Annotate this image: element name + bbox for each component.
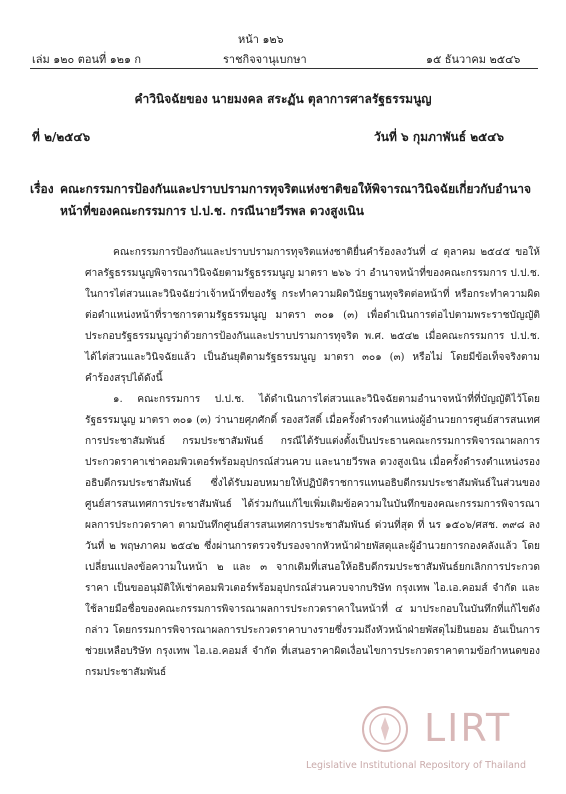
watermark-subtitle: Legislative Institutional Repository of Thailand <box>306 760 526 771</box>
page-number: หน้า ๑๒๖ <box>238 33 284 46</box>
gazette-name: ราชกิจจานุเบกษา <box>223 53 307 66</box>
subject-line-2: หน้าที่ของคณะกรรมการ ป.ป.ช. กรณีนายวีรพล ดวงสูงเนิน <box>60 204 364 218</box>
subject-block <box>30 178 540 222</box>
gazette-volume: เล่ม ๑๒๐ ตอนที่ ๑๒๑ ก <box>32 53 142 66</box>
paragraph: คณะกรรมการป้องกันและปราบปรามการทุจริตแห่งชาติยื่นคำร้องลงวันที่ ๔ ตุลาคม ๒๕๔๕ ขอให้ศาลรัฐธรรมนูญพิจารณาวินิจฉัยตามรัฐธรรมนูญ มาตรา ๒๖๖ ว่า อำนาจหน้าที่ของคณะกรรมการ ป.ป.ช. ในการไต่สวนและวินิจฉัยว่าเจ้าหน้าที่ของรัฐ กระทำความผิดวินัยฐานทุจริตต่อหน้าที่ หรือกระทำความผิดต่อตำแหน่งหน้าที่ราชการตามรัฐธรรมนูญ มาตรา ๓๐๑ (๓) เพื่อดำเนินการต่อไปตามพระราชบัญญัติประกอบรัฐธรรมนูญว่าด้วยการป้องกันและปราบปรามการทุจริต พ.ศ. ๒๕๔๒ เมื่อคณะกรรมการ ป.ป.ช. ได้ไต่สวนและวินิจฉัยแล้ว เป็นอันยุติตามรัฐธรรมนูญ มาตรา ๓๐๑ (๓) หรือไม่ โดยมีข้อเท็จจริงตามคำร้องสรุปได้ดังนี้ <box>85 247 540 384</box>
paragraph: ๑. คณะกรรมการ ป.ป.ช. ได้ดำเนินการไต่สวนและวินิจฉัยตามอำนาจหน้าที่ที่บัญญัติไว้โดยรัฐธรรมนูญ มาตรา ๓๐๑ (๓) ว่านายศุภศักดิ์ รองสวัสดิ์ เมื่อครั้งดำรงตำแหน่งผู้อำนวยการศูนย์สารสนเทศการประชาสัมพันธ์ กรมประชาสัมพันธ์ กรณีได้รับแต่งตั้งเป็นประธานคณะกรรมการพิจารณาผลการประกวดราคาเช่าคอมพิวเตอร์พร้อมอุปกรณ์ส่วนควบ และนายวีรพล ดวงสูงเนิน เมื่อครั้งดำรงตำแหน่งรองอธิบดีกรมประชาสัมพันธ์ ซึ่งได้รับมอบหมายให้ปฏิบัติราชการแทนอธิบดีกรมประชาสัมพันธ์ในส่วนของศูนย์สารสนเทศการประชาสัมพันธ์ ได้ร่วมกันแก้ไขเพิ่มเติมข้อความในบันทึกของคณะกรรมการพิจารณาผลการประกวดราคา ตามบันทึกศูนย์สารสนเทศการประชาสัมพันธ์ ด่วนที่สุด ที่ นร ๑๕๐๖/ศสช. ๓๙๘ ลงวันที่ ๒ พฤษภาคม ๒๕๔๒ ซึ่งผ่านการตรวจรับรองจากหัวหน้าฝ่ายพัสดุและผู้อำนวยการกองคลังแล้ว โดยเปลี่ยนแปลงข้อความในหน้า ๒ และ ๓ จากเดิมที่เสนอให้อธิบดีกรมประชาสัมพันธ์ยกเลิกการประกวดราคา เป็นขออนุมัติให้เช่าคอมพิวเตอร์พร้อมอุปกรณ์ส่วนควบจากบริษัท กรุงเทพ ไอ.เอ.คอมส์ จำกัด และใช้ลายมือชื่อของคณะกรรมการพิจารณาผลการประกวดราคาในหน้าที่ ๔ มาประกอบในบันทึกที่แก้ไขดังกล่าว โดยกรรมการพิจารณาผลการประกวดราคาบางรายซึ่งรวมถึงหัวหน้าฝ่ายพัสดุไม่ยินยอม อันเป็นการช่วยเหลือบริษัท กรุงเทพ ไอ.เอ.คอมส์ จำกัด ที่เสนอราคาผิดเงื่อนไขการประกวดราคาตามข้อกำหนดของกรมประชาสัมพันธ์ <box>85 394 540 678</box>
case-date: วันที่ ๖ กุมภาพันธ์ ๒๕๔๖ <box>374 130 504 144</box>
case-number: ที่ ๒/๒๕๔๖ <box>32 130 91 144</box>
subject-line-1: คณะกรรมการป้องกันและปราบปรามการทุจริตแห่งชาติขอให้พิจารณาวินิจฉัยเกี่ยวกับอำนาจ <box>60 182 532 196</box>
gazette-date: ๑๕ ธันวาคม ๒๕๔๖ <box>426 53 521 66</box>
document-title: คำวินิจฉัยของ นายมงคล สระฏัน ตุลาการศาลรัฐธรรมนูญ <box>134 92 432 106</box>
seal-logo-icon <box>360 704 410 754</box>
watermark-name: LIRT <box>424 706 512 750</box>
document-body <box>85 242 540 683</box>
header-rule <box>30 68 538 69</box>
subject-label: เรื่อง <box>30 182 54 196</box>
